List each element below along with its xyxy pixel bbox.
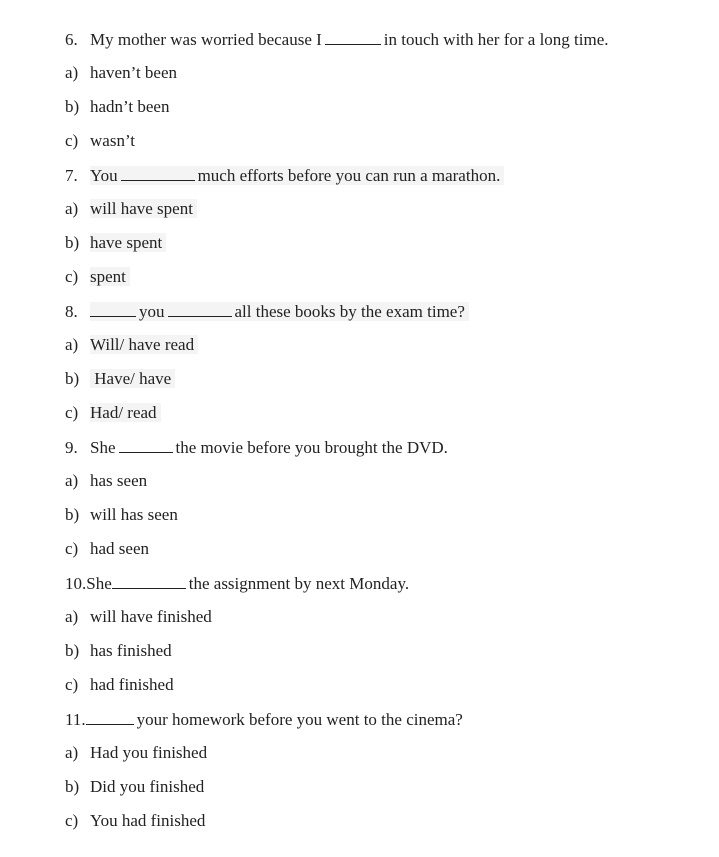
option-letter: b) bbox=[65, 505, 80, 524]
option-letter: b) bbox=[65, 777, 80, 796]
option-6b[interactable] bbox=[48, 71, 170, 116]
option-7b[interactable] bbox=[48, 207, 166, 252]
option-8a[interactable] bbox=[48, 309, 198, 354]
option-text: has seen bbox=[90, 471, 148, 490]
option-text: will have finished bbox=[90, 607, 212, 626]
option-10c[interactable] bbox=[48, 649, 174, 694]
option-letter: a) bbox=[65, 63, 79, 82]
option-9b[interactable] bbox=[48, 479, 178, 524]
question-text: all these books by the exam time? bbox=[234, 302, 465, 321]
question-number: 7. bbox=[65, 166, 78, 185]
option-letter: c) bbox=[65, 267, 79, 286]
option-text: Will/ have read bbox=[90, 335, 198, 354]
question-text: the assignment by next Monday. bbox=[188, 574, 410, 593]
option-6c[interactable] bbox=[48, 105, 136, 150]
option-text: Did you finished bbox=[90, 777, 205, 796]
question-6 bbox=[48, 3, 609, 49]
option-7a[interactable] bbox=[48, 173, 197, 218]
option-11c[interactable] bbox=[48, 785, 206, 830]
option-10a[interactable] bbox=[48, 581, 212, 626]
option-letter: b) bbox=[65, 641, 80, 660]
option-8b[interactable] bbox=[48, 343, 175, 388]
option-text: had seen bbox=[90, 539, 150, 558]
option-letter: c) bbox=[65, 131, 79, 150]
option-text: hadn’t been bbox=[90, 97, 170, 116]
question-text: you bbox=[139, 302, 165, 321]
option-11a[interactable] bbox=[48, 717, 208, 762]
question-9 bbox=[48, 411, 448, 457]
question-8 bbox=[48, 275, 469, 321]
question-10 bbox=[48, 547, 410, 593]
question-text: My mother was worried because I bbox=[90, 30, 322, 49]
option-letter: c) bbox=[65, 539, 79, 558]
option-text: Have/ have bbox=[90, 369, 175, 388]
option-text: will have spent bbox=[90, 199, 197, 218]
option-11b[interactable] bbox=[48, 751, 205, 796]
option-text: had finished bbox=[90, 675, 174, 694]
question-11 bbox=[48, 683, 463, 729]
question-number: 11. bbox=[65, 710, 86, 729]
option-letter: b) bbox=[65, 97, 80, 116]
option-letter: b) bbox=[65, 369, 80, 388]
answer-blank bbox=[325, 27, 381, 45]
question-number: 9. bbox=[65, 438, 78, 457]
option-letter: c) bbox=[65, 811, 79, 830]
question-number: 10. bbox=[65, 574, 87, 593]
option-letter: a) bbox=[65, 199, 79, 218]
question-7 bbox=[48, 139, 504, 185]
option-text: Had you finished bbox=[90, 743, 208, 762]
question-text: You bbox=[90, 166, 118, 185]
option-9c[interactable] bbox=[48, 513, 150, 558]
option-10b[interactable] bbox=[48, 615, 172, 660]
option-text: will has seen bbox=[90, 505, 178, 524]
option-text: Had/ read bbox=[90, 403, 161, 422]
option-text: haven’t been bbox=[90, 63, 178, 82]
option-letter: a) bbox=[65, 607, 79, 626]
question-text: your homework before you went to the cinema? bbox=[136, 710, 463, 729]
option-text: has finished bbox=[90, 641, 172, 660]
option-text: wasn’t bbox=[90, 131, 136, 150]
option-letter: c) bbox=[65, 403, 79, 422]
option-text: You had finished bbox=[90, 811, 206, 830]
question-text: She bbox=[86, 574, 112, 593]
question-text: much efforts before you can run a marathon. bbox=[197, 166, 501, 185]
option-8c[interactable] bbox=[48, 377, 161, 422]
question-number: 8. bbox=[65, 302, 78, 321]
option-9a[interactable] bbox=[48, 445, 148, 490]
option-letter: a) bbox=[65, 743, 79, 762]
option-letter: c) bbox=[65, 675, 79, 694]
option-text: have spent bbox=[90, 233, 166, 252]
option-6a[interactable] bbox=[48, 37, 178, 82]
option-7c[interactable] bbox=[48, 241, 130, 286]
question-text: the movie before you brought the DVD. bbox=[175, 438, 448, 457]
question-text: She bbox=[90, 438, 116, 457]
question-number: 6. bbox=[65, 30, 78, 49]
option-letter: a) bbox=[65, 335, 79, 354]
option-text: spent bbox=[90, 267, 130, 286]
option-letter: a) bbox=[65, 471, 79, 490]
question-text: in touch with her for a long time. bbox=[383, 30, 609, 49]
option-letter: b) bbox=[65, 233, 80, 252]
